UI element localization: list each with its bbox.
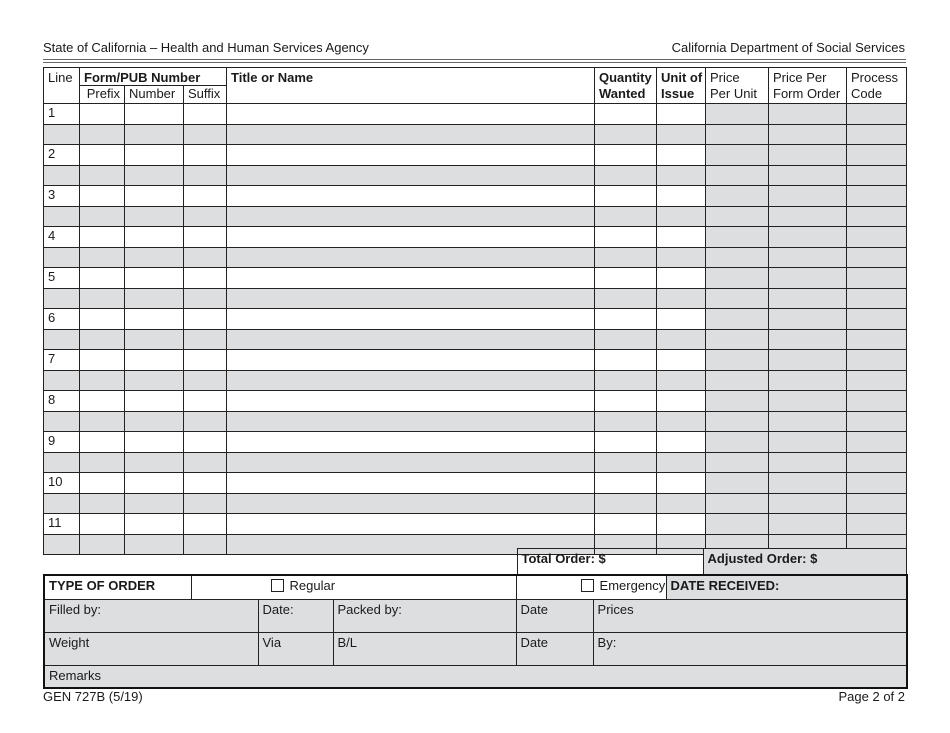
item-cell[interactable]: [657, 248, 706, 268]
item-cell[interactable]: [44, 207, 80, 227]
item-cell[interactable]: [227, 268, 595, 289]
item-cell[interactable]: [184, 268, 227, 289]
form-id: GEN 727B (5/19): [43, 689, 143, 704]
item-cell[interactable]: [847, 432, 907, 453]
line-number: 6: [44, 309, 80, 330]
item-cell[interactable]: [847, 412, 907, 432]
table-row: [44, 391, 907, 412]
table-row: [44, 268, 907, 289]
item-cell[interactable]: [125, 186, 184, 207]
item-cell[interactable]: [847, 330, 907, 350]
line-number: 7: [44, 350, 80, 371]
item-cell[interactable]: [80, 289, 125, 309]
item-cell[interactable]: [657, 412, 706, 432]
item-cell[interactable]: [706, 166, 769, 186]
item-cell[interactable]: [80, 125, 125, 145]
item-cell[interactable]: [769, 514, 847, 535]
item-cell[interactable]: [125, 166, 184, 186]
table-row: [44, 186, 907, 207]
item-cell[interactable]: [769, 289, 847, 309]
item-cell[interactable]: [769, 330, 847, 350]
item-cell[interactable]: [769, 104, 847, 125]
item-cell[interactable]: [184, 248, 227, 268]
item-cell[interactable]: [80, 514, 125, 535]
item-cell[interactable]: [227, 289, 595, 309]
item-cell[interactable]: [595, 391, 657, 412]
line-number: 8: [44, 391, 80, 412]
table-row: [44, 289, 907, 309]
item-cell[interactable]: [595, 473, 657, 494]
item-cell[interactable]: [44, 289, 80, 309]
department-header: California Department of Social Services: [671, 40, 905, 55]
item-cell[interactable]: [44, 330, 80, 350]
item-cell[interactable]: [227, 207, 595, 227]
item-cell[interactable]: [657, 330, 706, 350]
col-header-quantity: Quantity Wanted: [595, 68, 657, 104]
col-header-form-pub: Form/PUB Number: [80, 68, 227, 86]
item-cell[interactable]: [595, 412, 657, 432]
item-cell[interactable]: [595, 125, 657, 145]
item-cell[interactable]: [44, 371, 80, 391]
item-cell[interactable]: [706, 330, 769, 350]
item-cell[interactable]: [184, 125, 227, 145]
item-cell[interactable]: [184, 453, 227, 473]
table-row: [44, 166, 907, 186]
item-cell[interactable]: [184, 309, 227, 330]
item-cell[interactable]: [657, 432, 706, 453]
item-cell[interactable]: [125, 125, 184, 145]
line-number: 10: [44, 473, 80, 494]
item-cell[interactable]: [44, 125, 80, 145]
item-cell[interactable]: [847, 227, 907, 248]
item-cell[interactable]: [125, 227, 184, 248]
item-cell[interactable]: [125, 412, 184, 432]
type-of-order-label: TYPE OF ORDER: [44, 575, 191, 600]
item-cell[interactable]: [847, 104, 907, 125]
line-number: 1: [44, 104, 80, 125]
date-field-1[interactable]: Date:: [258, 600, 333, 633]
header-rule: [43, 62, 906, 63]
item-cell[interactable]: [657, 494, 706, 514]
table-row: [44, 412, 907, 432]
col-header-number: Number: [125, 86, 184, 104]
item-cell[interactable]: [80, 227, 125, 248]
item-cell[interactable]: [847, 248, 907, 268]
emergency-option[interactable]: Emergency: [516, 575, 666, 600]
item-cell[interactable]: [44, 453, 80, 473]
item-cell[interactable]: [125, 473, 184, 494]
item-cell[interactable]: [44, 166, 80, 186]
item-cell[interactable]: [44, 248, 80, 268]
item-cell[interactable]: [227, 412, 595, 432]
emergency-checkbox[interactable]: [581, 579, 594, 592]
item-cell[interactable]: [769, 391, 847, 412]
item-cell[interactable]: [227, 145, 595, 166]
remarks-field[interactable]: Remarks: [44, 666, 907, 689]
date-field-2[interactable]: Date: [516, 600, 593, 633]
item-cell[interactable]: [769, 186, 847, 207]
item-cell[interactable]: [184, 371, 227, 391]
item-cell[interactable]: [595, 166, 657, 186]
col-header-title: Title or Name: [227, 68, 595, 104]
item-cell[interactable]: [595, 104, 657, 125]
item-cell[interactable]: [184, 330, 227, 350]
line-number: 5: [44, 268, 80, 289]
item-cell[interactable]: [595, 227, 657, 248]
item-cell[interactable]: [184, 186, 227, 207]
item-cell[interactable]: [125, 309, 184, 330]
item-cell[interactable]: [657, 473, 706, 494]
bl-field[interactable]: B/L: [333, 633, 516, 666]
item-cell[interactable]: [706, 227, 769, 248]
table-row: [44, 350, 907, 371]
item-cell[interactable]: [706, 104, 769, 125]
item-cell[interactable]: [184, 166, 227, 186]
item-cell[interactable]: [80, 453, 125, 473]
table-row: [44, 514, 907, 535]
item-cell[interactable]: [847, 371, 907, 391]
item-cell[interactable]: [769, 494, 847, 514]
item-cell[interactable]: [125, 248, 184, 268]
item-cell[interactable]: [80, 412, 125, 432]
regular-option[interactable]: Regular: [191, 575, 516, 600]
item-cell[interactable]: [706, 371, 769, 391]
item-cell[interactable]: [80, 391, 125, 412]
item-cell[interactable]: [227, 186, 595, 207]
date-received-field[interactable]: DATE RECEIVED:: [666, 575, 907, 600]
item-cell[interactable]: [125, 453, 184, 473]
item-cell[interactable]: [80, 330, 125, 350]
item-cell[interactable]: [227, 371, 595, 391]
item-cell[interactable]: [595, 207, 657, 227]
item-cell[interactable]: [847, 391, 907, 412]
item-cell[interactable]: [657, 145, 706, 166]
item-cell[interactable]: [125, 494, 184, 514]
item-cell[interactable]: [184, 412, 227, 432]
item-cell[interactable]: [80, 309, 125, 330]
item-cell[interactable]: [227, 166, 595, 186]
item-cell[interactable]: [227, 227, 595, 248]
item-cell[interactable]: [657, 514, 706, 535]
table-row: [44, 453, 907, 473]
item-cell[interactable]: [125, 289, 184, 309]
item-cell[interactable]: [657, 104, 706, 125]
item-cell[interactable]: [706, 473, 769, 494]
item-cell[interactable]: [769, 412, 847, 432]
order-processing-table: [43, 574, 908, 689]
item-cell[interactable]: [80, 186, 125, 207]
item-cell[interactable]: [125, 145, 184, 166]
item-cell[interactable]: [657, 166, 706, 186]
item-cell[interactable]: [80, 248, 125, 268]
item-cell[interactable]: [706, 268, 769, 289]
item-cell[interactable]: [595, 371, 657, 391]
item-cell[interactable]: [706, 391, 769, 412]
adjusted-order-field[interactable]: Adjusted Order: $: [703, 549, 906, 576]
item-cell[interactable]: [657, 289, 706, 309]
item-cell[interactable]: [706, 186, 769, 207]
item-cell[interactable]: [80, 104, 125, 125]
item-cell[interactable]: [847, 453, 907, 473]
item-cell[interactable]: [595, 186, 657, 207]
item-cell[interactable]: [184, 227, 227, 248]
item-cell[interactable]: [769, 371, 847, 391]
item-cell[interactable]: [847, 125, 907, 145]
item-cell[interactable]: [595, 514, 657, 535]
item-cell[interactable]: [227, 391, 595, 412]
item-cell[interactable]: [657, 227, 706, 248]
item-cell[interactable]: [706, 207, 769, 227]
item-cell[interactable]: [657, 268, 706, 289]
item-cell[interactable]: [706, 514, 769, 535]
item-cell[interactable]: [80, 494, 125, 514]
item-cell[interactable]: [657, 391, 706, 412]
item-cell[interactable]: [184, 391, 227, 412]
item-cell[interactable]: [227, 432, 595, 453]
item-cell[interactable]: [227, 330, 595, 350]
item-cell[interactable]: [847, 145, 907, 166]
col-header-price: Price Per Unit: [706, 68, 769, 104]
item-cell[interactable]: [80, 473, 125, 494]
item-cell[interactable]: [595, 268, 657, 289]
item-cell[interactable]: [847, 350, 907, 371]
item-cell[interactable]: [80, 268, 125, 289]
table-row: [44, 125, 907, 145]
item-cell[interactable]: [595, 309, 657, 330]
col-header-process-code: Process Code: [847, 68, 907, 104]
item-cell[interactable]: [769, 166, 847, 186]
item-cell[interactable]: [847, 207, 907, 227]
agency-header: State of California – Health and Human Services Agency: [43, 40, 369, 55]
col-header-prefix: Prefix: [80, 86, 125, 104]
item-cell[interactable]: [657, 453, 706, 473]
item-cell[interactable]: [706, 453, 769, 473]
item-cell[interactable]: [80, 350, 125, 371]
prices-field[interactable]: Prices: [593, 600, 907, 633]
table-row: [44, 145, 907, 166]
item-cell[interactable]: [184, 145, 227, 166]
col-header-line: Line: [44, 68, 80, 104]
item-cell[interactable]: [227, 350, 595, 371]
table-row: [44, 432, 907, 453]
totals-spacer: [43, 549, 517, 576]
item-cell[interactable]: [227, 104, 595, 125]
col-header-suffix: Suffix: [184, 86, 227, 104]
item-cell[interactable]: [595, 494, 657, 514]
item-cell[interactable]: [706, 289, 769, 309]
item-cell[interactable]: [80, 207, 125, 227]
table-row: [44, 330, 907, 350]
item-cell[interactable]: [184, 104, 227, 125]
via-field[interactable]: Via: [258, 633, 333, 666]
item-cell[interactable]: [80, 145, 125, 166]
item-cell[interactable]: [769, 125, 847, 145]
item-cell[interactable]: [184, 289, 227, 309]
table-row: [44, 227, 907, 248]
item-cell[interactable]: [769, 207, 847, 227]
item-cell[interactable]: [125, 104, 184, 125]
item-cell[interactable]: [769, 453, 847, 473]
item-cell[interactable]: [227, 125, 595, 145]
item-cell[interactable]: [847, 309, 907, 330]
item-cell[interactable]: [769, 268, 847, 289]
line-number: 3: [44, 186, 80, 207]
table-row: [44, 248, 907, 268]
item-cell[interactable]: [595, 289, 657, 309]
item-cell[interactable]: [80, 432, 125, 453]
col-header-unit: Unit of Issue: [657, 68, 706, 104]
table-row: [44, 371, 907, 391]
item-cell[interactable]: [184, 207, 227, 227]
item-cell[interactable]: [706, 248, 769, 268]
item-cell[interactable]: [227, 248, 595, 268]
order-items-table: [43, 67, 907, 555]
col-header-price-per-form: Price Per Form Order: [769, 68, 847, 104]
total-order-field[interactable]: Total Order: $: [517, 549, 703, 576]
item-cell[interactable]: [227, 514, 595, 535]
item-cell[interactable]: [769, 473, 847, 494]
item-cell[interactable]: [125, 514, 184, 535]
item-cell[interactable]: [227, 309, 595, 330]
line-number: 11: [44, 514, 80, 535]
item-cell[interactable]: [227, 494, 595, 514]
regular-checkbox[interactable]: [271, 579, 284, 592]
item-cell[interactable]: [125, 330, 184, 350]
item-cell[interactable]: [595, 432, 657, 453]
table-row: [44, 494, 907, 514]
item-cell[interactable]: [847, 473, 907, 494]
item-cell[interactable]: [769, 248, 847, 268]
item-cell[interactable]: [706, 145, 769, 166]
table-row: [44, 104, 907, 125]
item-cell[interactable]: [847, 186, 907, 207]
totals-row: [43, 548, 907, 576]
item-cell[interactable]: [184, 494, 227, 514]
line-number: 9: [44, 432, 80, 453]
item-cell[interactable]: [125, 432, 184, 453]
line-number: 4: [44, 227, 80, 248]
item-cell[interactable]: [227, 453, 595, 473]
table-row: [44, 309, 907, 330]
item-cell[interactable]: [657, 309, 706, 330]
table-row: [44, 207, 907, 227]
item-cell[interactable]: [847, 166, 907, 186]
item-cell[interactable]: [595, 145, 657, 166]
packed-by-field[interactable]: Packed by:: [333, 600, 516, 633]
item-cell[interactable]: [125, 350, 184, 371]
item-cell[interactable]: [706, 432, 769, 453]
item-cell[interactable]: [80, 166, 125, 186]
item-cell[interactable]: [184, 514, 227, 535]
item-cell[interactable]: [657, 371, 706, 391]
item-cell[interactable]: [595, 330, 657, 350]
item-cell[interactable]: [706, 350, 769, 371]
item-cell[interactable]: [125, 391, 184, 412]
item-cell[interactable]: [706, 494, 769, 514]
item-cell[interactable]: [44, 494, 80, 514]
item-cell[interactable]: [706, 125, 769, 145]
item-cell[interactable]: [769, 432, 847, 453]
by-field[interactable]: By:: [593, 633, 907, 666]
item-cell[interactable]: [595, 248, 657, 268]
weight-field[interactable]: Weight: [44, 633, 258, 666]
item-cell[interactable]: [769, 350, 847, 371]
item-cell[interactable]: [847, 289, 907, 309]
item-cell[interactable]: [184, 350, 227, 371]
table-row: [44, 473, 907, 494]
item-cell[interactable]: [769, 145, 847, 166]
item-cell[interactable]: [769, 309, 847, 330]
item-cell[interactable]: [847, 514, 907, 535]
item-cell[interactable]: [125, 207, 184, 227]
item-cell[interactable]: [657, 207, 706, 227]
item-cell[interactable]: [80, 371, 125, 391]
item-cell[interactable]: [184, 473, 227, 494]
item-cell[interactable]: [847, 268, 907, 289]
item-cell[interactable]: [595, 453, 657, 473]
item-cell[interactable]: [125, 371, 184, 391]
item-cell[interactable]: [706, 309, 769, 330]
header-rule: [43, 59, 906, 60]
page-number: Page 2 of 2: [838, 689, 905, 704]
line-number: 2: [44, 145, 80, 166]
item-cell[interactable]: [657, 186, 706, 207]
item-cell[interactable]: [657, 350, 706, 371]
item-cell[interactable]: [184, 432, 227, 453]
item-cell[interactable]: [657, 125, 706, 145]
item-cell[interactable]: [125, 268, 184, 289]
item-cell[interactable]: [769, 227, 847, 248]
item-cell[interactable]: [706, 412, 769, 432]
item-cell[interactable]: [44, 412, 80, 432]
filled-by-field[interactable]: Filled by:: [44, 600, 258, 633]
date-field-3[interactable]: Date: [516, 633, 593, 666]
item-cell[interactable]: [847, 494, 907, 514]
item-cell[interactable]: [595, 350, 657, 371]
item-cell[interactable]: [227, 473, 595, 494]
